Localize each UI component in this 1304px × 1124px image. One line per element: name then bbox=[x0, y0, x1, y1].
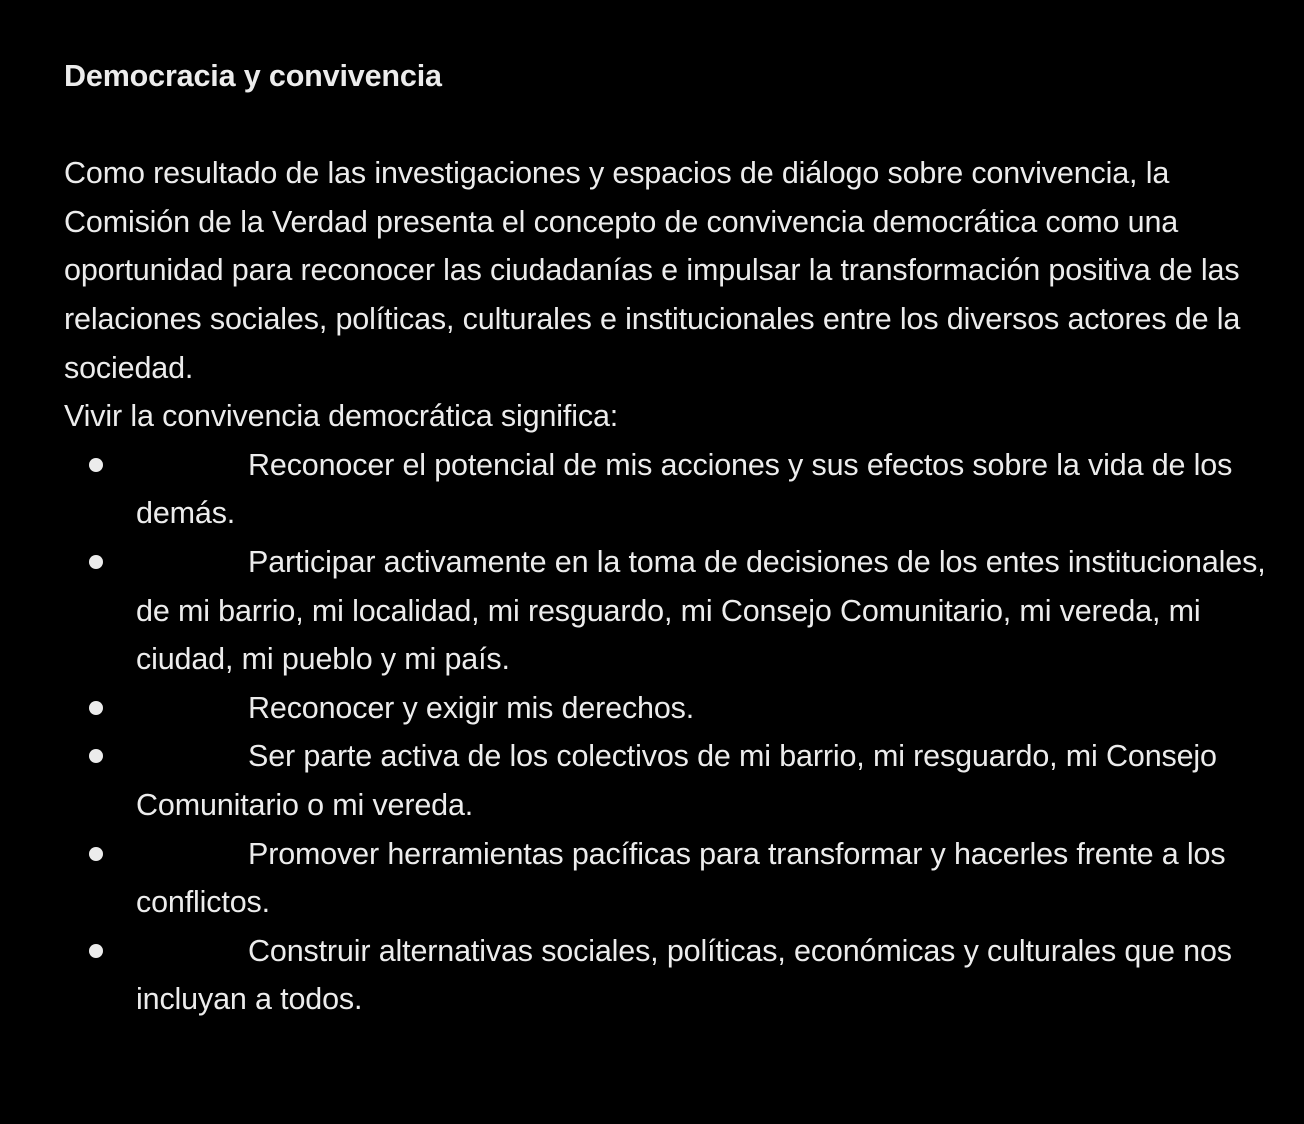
bullet-list bbox=[64, 441, 1292, 1024]
list-item-text: Reconocer y exigir mis derechos. bbox=[248, 690, 695, 725]
list-item-text: Construir alternativas sociales, políticas, económicas y culturales que nos incluyan a todos. bbox=[136, 933, 1232, 1017]
bullet-icon bbox=[89, 749, 103, 763]
list-item-text: Promover herramientas pacíficas para transformar y hacerles frente a los conflictos. bbox=[136, 836, 1226, 920]
list-item-text: Reconocer el potencial de mis acciones y sus efectos sobre la vida de los demás. bbox=[136, 447, 1233, 531]
body-paragraph: Como resultado de las investigaciones y espacios de diálogo sobre convivencia, la Comisión de la Verdad presenta el concepto de convivencia democrática como una oportunidad para reconocer las ciudadanías e impulsar la transformación positiva de las relaciones sociales, políticas, culturales e institucionales entre los diversos actores de la sociedad. bbox=[64, 156, 1241, 385]
document-title: Democracia y convivencia bbox=[64, 59, 442, 93]
document-body bbox=[64, 52, 1292, 1024]
bullet-icon bbox=[89, 944, 103, 958]
list-item-text: Ser parte activa de los colectivos de mi barrio, mi resguardo, mi Consejo Comunitario o mi vereda. bbox=[136, 739, 1217, 822]
spacer bbox=[64, 101, 1292, 150]
list-intro: Vivir la convivencia democrática significa: bbox=[64, 399, 619, 434]
bullet-icon bbox=[89, 555, 103, 569]
list-item bbox=[64, 927, 1292, 1024]
list-item bbox=[64, 538, 1292, 684]
list-item bbox=[64, 830, 1292, 927]
list-item bbox=[64, 684, 1292, 733]
bullet-icon bbox=[89, 847, 103, 861]
list-item bbox=[64, 441, 1292, 538]
bullet-icon bbox=[89, 458, 103, 472]
bullet-icon bbox=[89, 701, 103, 715]
list-item bbox=[64, 732, 1292, 829]
list-item-text: Participar activamente en la toma de decisiones de los entes institucionales, de mi barrio, mi localidad, mi resguardo, mi Consejo Comunitario, mi vereda, mi ciudad, mi pueblo y mi país. bbox=[136, 544, 1266, 677]
